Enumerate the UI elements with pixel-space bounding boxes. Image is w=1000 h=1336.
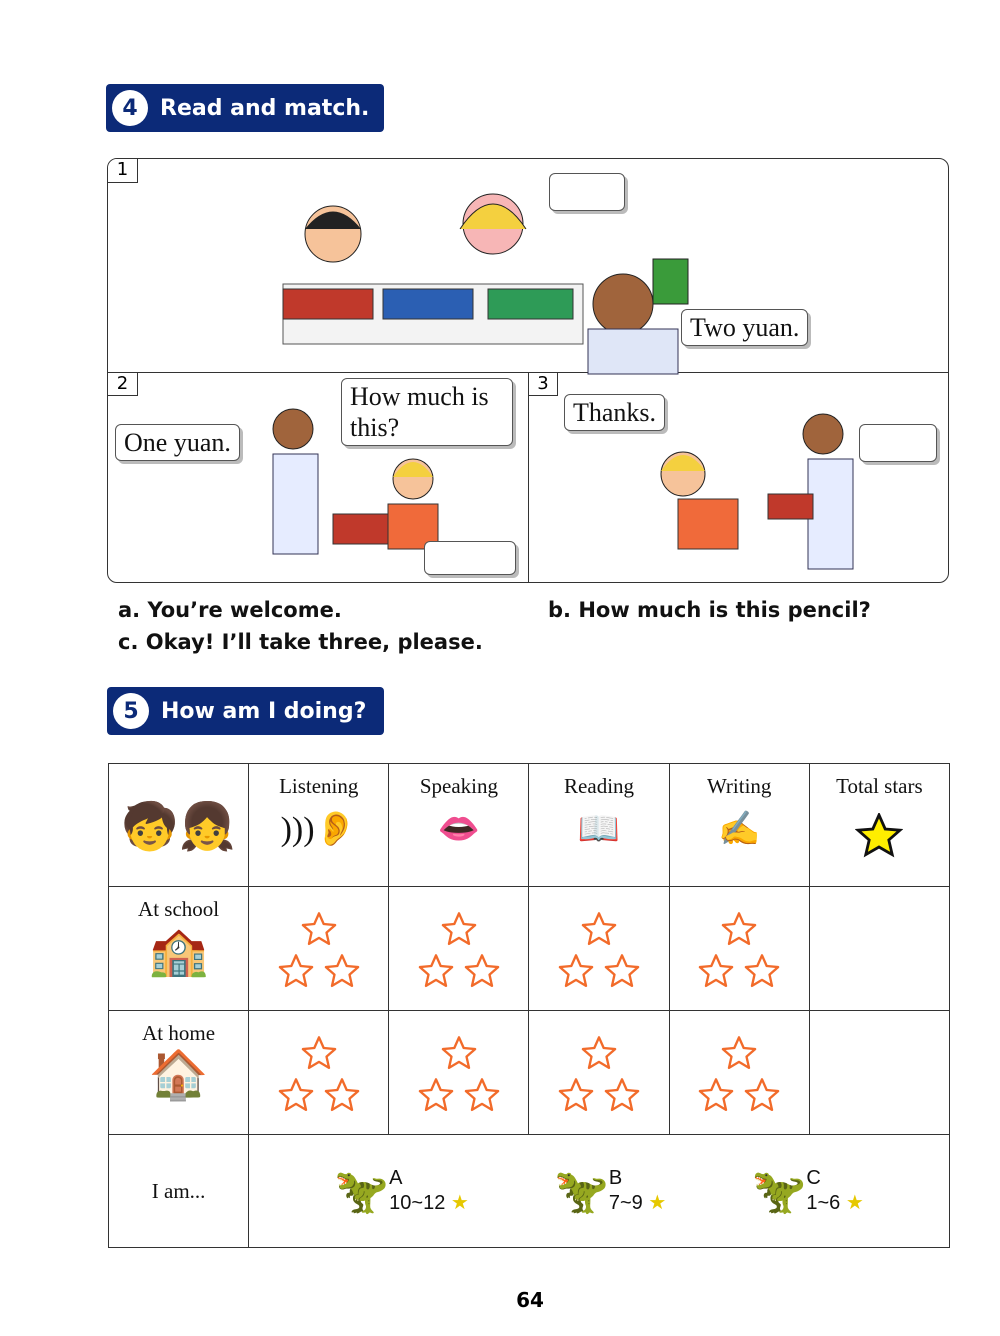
star-rating-cell[interactable] — [529, 1011, 669, 1135]
picture-frame — [107, 158, 949, 583]
star-outline-icon[interactable] — [277, 953, 315, 995]
star-rating-cell[interactable] — [249, 1011, 389, 1135]
column-header: Speaking — [419, 774, 498, 798]
section-5-header — [107, 687, 384, 735]
row-label: At home — [142, 1021, 216, 1045]
column-header: Total stars — [836, 774, 923, 798]
star-rating-cell[interactable] — [669, 887, 809, 1011]
star-outline-icon[interactable] — [580, 911, 618, 953]
panel-number: 2 — [108, 372, 138, 396]
grade-a: 🦖 A 10~12 ★ — [334, 1167, 469, 1216]
star-outline-icon[interactable] — [720, 911, 758, 953]
star-outline-icon[interactable] — [300, 1035, 338, 1077]
panel-number: 1 — [108, 159, 138, 183]
option-a: a. You’re welcome. — [118, 598, 342, 622]
column-header: Writing — [706, 774, 772, 798]
mouth-icon: 👄 — [437, 811, 481, 848]
star-rating-cell[interactable] — [249, 887, 389, 1011]
dinosaur-icon: 🦖 — [751, 1167, 807, 1216]
dinosaur-icon: 🦖 — [554, 1167, 609, 1216]
speech-bubble: One yuan. — [115, 424, 240, 461]
star-rating-cell[interactable] — [389, 887, 529, 1011]
star-rating-cell[interactable] — [669, 1011, 809, 1135]
star-outline-icon[interactable] — [580, 1035, 618, 1077]
speech-bubble: Thanks. — [564, 394, 665, 431]
empty-speech-bubble — [424, 541, 516, 575]
empty-speech-bubble — [859, 424, 937, 462]
star-outline-icon[interactable] — [323, 1077, 361, 1119]
total-cell — [809, 887, 949, 1011]
section-4-header — [106, 84, 384, 132]
section-number: 4 — [112, 90, 148, 126]
star-outline-icon[interactable] — [440, 911, 478, 953]
empty-speech-bubble — [549, 173, 625, 211]
school-icon: 🏫 — [148, 925, 209, 978]
star-outline-icon[interactable] — [697, 1077, 735, 1119]
star-outline-icon[interactable] — [720, 1035, 758, 1077]
star-rating-cell[interactable] — [529, 887, 669, 1011]
star-outline-icon[interactable] — [603, 953, 641, 995]
star-outline-icon[interactable] — [300, 911, 338, 953]
star-outline-icon[interactable] — [323, 953, 361, 995]
column-header: Reading — [564, 774, 635, 798]
star-icon: ★ — [648, 1192, 667, 1214]
house-icon: 🏠 — [148, 1049, 209, 1102]
option-c: c. Okay! I’ll take three, please. — [118, 630, 483, 654]
page-number: 64 — [516, 1288, 544, 1312]
star-outline-icon[interactable] — [557, 1077, 595, 1119]
row-label: At school — [138, 897, 220, 921]
panel-number: 3 — [528, 372, 558, 396]
speech-bubble: Two yuan. — [681, 309, 808, 346]
star-outline-icon[interactable] — [697, 953, 735, 995]
section-title: How am I doing? — [161, 698, 367, 724]
star-icon: ★ — [450, 1192, 469, 1214]
self-assessment-table — [108, 763, 950, 1248]
section-title: Read and match. — [160, 95, 370, 121]
star-outline-icon[interactable] — [277, 1077, 315, 1119]
speech-bubble: How much is this? — [341, 378, 513, 446]
star-outline-icon[interactable] — [463, 1077, 501, 1119]
star-outline-icon[interactable] — [603, 1077, 641, 1119]
section-number: 5 — [113, 693, 149, 729]
shop-illustration — [108, 159, 949, 583]
writing-icon: ✍ — [718, 811, 761, 848]
star-rating-cell[interactable] — [389, 1011, 529, 1135]
option-b: b. How much is this pencil? — [548, 598, 871, 622]
grade-b: 🦖 B 7~9 ★ — [554, 1167, 667, 1216]
star-outline-icon[interactable] — [417, 953, 455, 995]
star-outline-icon[interactable] — [463, 953, 501, 995]
star-outline-icon[interactable] — [743, 953, 781, 995]
star-outline-icon[interactable] — [557, 953, 595, 995]
grade-scale — [249, 1135, 950, 1248]
ear-icon: )))👂 — [280, 811, 357, 848]
row-label: I am... — [109, 1135, 249, 1248]
grade-c: 🦖 C 1~6 ★ — [751, 1167, 864, 1216]
book-icon: 📖 — [577, 811, 621, 848]
star-icon: ★ — [845, 1192, 864, 1214]
dinosaur-icon: 🦖 — [334, 1167, 390, 1216]
star-icon — [810, 813, 949, 865]
total-cell — [809, 1011, 949, 1135]
star-outline-icon[interactable] — [440, 1035, 478, 1077]
kids-icon: 🧒👧 — [109, 764, 249, 887]
star-outline-icon[interactable] — [743, 1077, 781, 1119]
column-header: Listening — [279, 774, 359, 798]
star-outline-icon[interactable] — [417, 1077, 455, 1119]
